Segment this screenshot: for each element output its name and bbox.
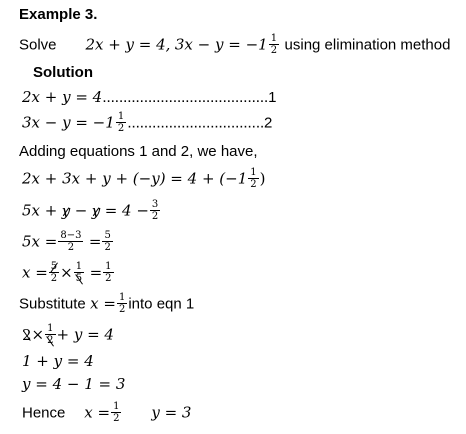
hence-line: Hence x = $\frac{1}{2}$ y = 3 <box>22 401 192 424</box>
problem-eq2-fraction: $\frac{1}{2}$ <box>270 33 278 56</box>
problem-eq2: 3x − y = −1 <box>174 35 268 54</box>
example-title: Example 3. <box>19 6 98 23</box>
equation-line-2: 3x − y = −1 $\frac{1}{2}$ .................................2 <box>22 111 273 134</box>
equation-line-9: 2× $\frac{1}{2}$ + y = 4 <box>22 323 114 346</box>
fraction: $\frac{1}{2}$ <box>113 401 120 424</box>
fraction: $\frac{5}{2}$ <box>104 230 111 253</box>
cancelled-five: 5 <box>75 273 83 284</box>
adding-text: Adding equations 1 and 2, we have, <box>19 143 258 160</box>
problem-statement <box>19 34 450 57</box>
solution-heading: Solution <box>33 64 93 81</box>
fraction: $\frac{1}{2}$ <box>105 261 112 284</box>
fraction: $\frac{1}{5}$ <box>75 261 83 284</box>
equation-line-7: x = $\frac{5}{2}$ × $\frac{1}{5}$ = $\frac{1}{2}$ <box>22 261 112 284</box>
cancelled-five: 5 <box>50 261 58 272</box>
equation-line-10: 1 + y = 4 <box>22 352 94 370</box>
cancelled-y: y <box>91 201 101 220</box>
fraction: $\frac{5}{2}$ <box>50 261 58 284</box>
equation-line-6: 5x = $\frac{8-3}{2}$ = $\frac{5}{2}$ <box>22 230 111 253</box>
cancelled-two: 2 <box>22 325 32 344</box>
substitute-line: Substitute x = $\frac{1}{2}$ into eqn 1 <box>19 292 195 315</box>
solve-label: Solve <box>19 36 57 54</box>
equation-line-4: 2x + 3x + y + (−y) = 4 + (−1 $\frac{1}{2}$ ) <box>22 167 266 190</box>
problem-eq1: 2x + y = 4, <box>85 35 171 54</box>
cancelled-y: y <box>61 201 71 220</box>
fraction: $\frac{1}{2}$ <box>117 111 125 134</box>
method-text: using elimination method <box>284 36 451 54</box>
cancelled-two: 2 <box>47 335 54 346</box>
equation-line-11: y = 4 − 1 = 3 <box>22 375 126 393</box>
fraction: $\frac{8-3}{2}$ <box>60 230 82 253</box>
equation-line-1: 2x + y = 4........................................1 <box>22 88 277 106</box>
equation-line-5: 5x + y − y = 4 − $\frac{3}{2}$ <box>22 199 159 222</box>
fraction: $\frac{1}{2}$ <box>118 292 126 315</box>
fraction: $\frac{1}{2}$ <box>47 323 54 346</box>
fraction: $\frac{1}{2}$ <box>250 167 257 190</box>
fraction: $\frac{3}{2}$ <box>151 199 159 222</box>
